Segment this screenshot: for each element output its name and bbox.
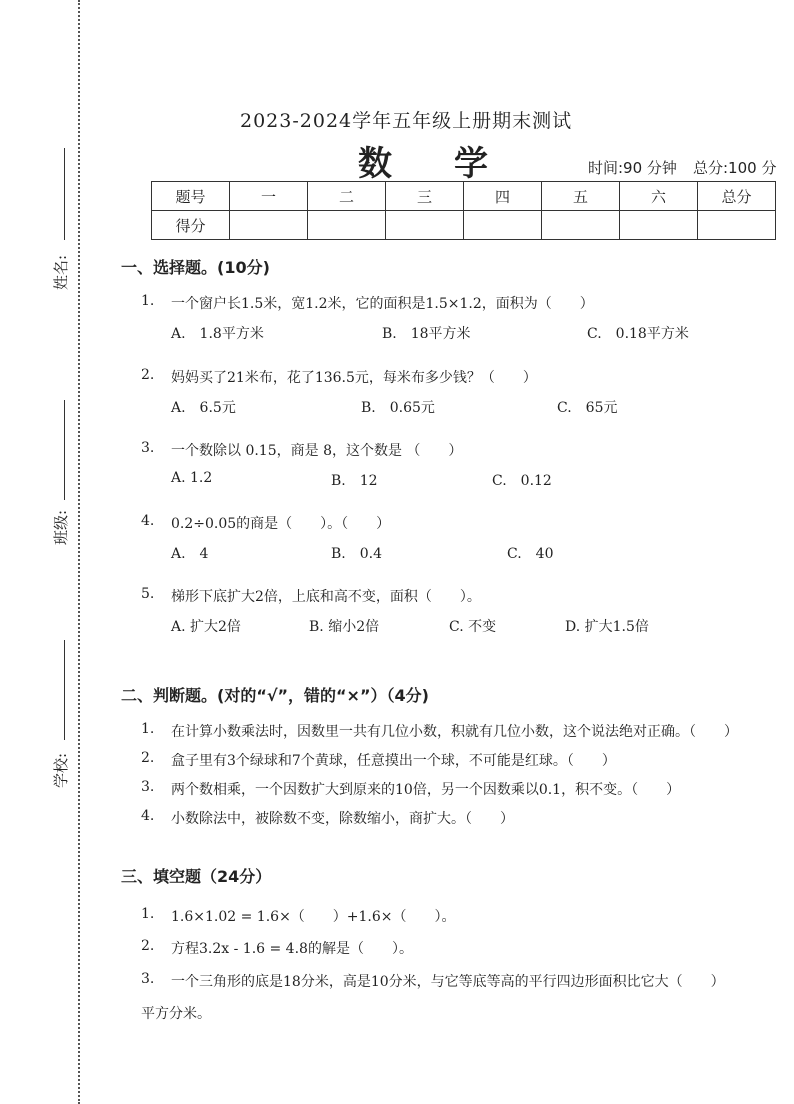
score-entry[interactable]	[464, 211, 542, 240]
question-number: 3.	[141, 440, 155, 456]
question-continuation: 平方分米。	[141, 1006, 211, 1022]
question-number: 5.	[141, 586, 155, 602]
score-cell: 六	[620, 182, 698, 211]
option-a: A. 6.5元	[171, 400, 236, 416]
option-c: C. 40	[507, 546, 554, 562]
option-c: C. 65元	[557, 400, 618, 416]
class-line	[64, 400, 65, 500]
score-cell: 二	[308, 182, 386, 211]
exam-title: 2023-2024学年五年级上册期末测试	[240, 110, 573, 132]
score-entry[interactable]	[698, 211, 776, 240]
question-number: 2.	[141, 938, 155, 954]
score-entry[interactable]	[308, 211, 386, 240]
section-2-title: 二、判断题。(对的“√”，错的“×”）（4分)	[121, 686, 429, 705]
question-number: 3.	[141, 971, 155, 987]
school-label: 学校:	[52, 752, 70, 788]
section-3-title: 三、填空题（24分）	[121, 867, 272, 886]
option-c: C. 不变	[449, 619, 497, 635]
question-text: 一个窗户长1.5米，宽1.2米，它的面积是1.5×1.2，面积为（ ）	[171, 296, 594, 312]
score-cell: 四	[464, 182, 542, 211]
question-text: 1.6×1.02 = 1.6×（ ）+1.6×（ ）。	[171, 909, 456, 925]
question-text: 一个三角形的底是18分米，高是10分米，与它等底等高的平行四边形面积比它大（ ）	[171, 974, 725, 990]
question-number: 2.	[141, 367, 155, 383]
question-text: 0.2÷0.05的商是（ ）。（ ）	[171, 516, 391, 532]
score-table-header-row	[152, 182, 776, 211]
school-line	[64, 640, 65, 740]
name-label: 姓名:	[52, 254, 70, 290]
question-text: 小数除法中，被除数不变，除数缩小，商扩大。（ ）	[171, 811, 514, 827]
binding-dotted-line	[78, 0, 80, 1104]
question-text: 在计算小数乘法时，因数里一共有几位小数，积就有几位小数，这个说法绝对正确。（ ）	[171, 724, 738, 740]
score-table	[151, 181, 776, 240]
exam-time: 时间:90 分钟	[588, 159, 677, 177]
option-a: A. 1.8平方米	[171, 326, 264, 342]
question-number: 4.	[141, 513, 155, 529]
score-cell: 五	[542, 182, 620, 211]
option-a: A. 4	[171, 546, 209, 562]
subject-title: 数学	[358, 144, 550, 184]
score-cell: 总分	[698, 182, 776, 211]
question-text: 方程3.2x - 1.6 = 4.8的解是（ ）。	[171, 941, 413, 957]
score-cell: 三	[386, 182, 464, 211]
question-text: 两个数相乘，一个因数扩大到原来的10倍，另一个因数乘以0.1，积不变。（ ）	[171, 782, 681, 798]
question-text: 妈妈买了21米布，花了136.5元，每米布多少钱？（ ）	[171, 370, 537, 386]
section-1-title: 一、选择题。(10分)	[121, 258, 270, 277]
question-number: 1.	[141, 721, 155, 737]
question-text: 盒子里有3个绿球和7个黄球，任意摸出一个球，不可能是红球。（ ）	[171, 753, 616, 769]
question-text: 一个数除以 0.15，商是 8，这个数是 （ ）	[171, 443, 463, 459]
question-number: 2.	[141, 750, 155, 766]
option-a: A. 扩大2倍	[171, 619, 241, 635]
option-b: B. 缩小2倍	[309, 619, 380, 635]
option-d: D. 扩大1.5倍	[565, 619, 649, 635]
score-cell: 一	[230, 182, 308, 211]
question-number: 1.	[141, 293, 155, 309]
score-cell: 题号	[152, 182, 230, 211]
score-label: 得分	[152, 211, 230, 240]
score-entry[interactable]	[386, 211, 464, 240]
exam-total-score: 总分:100 分	[693, 159, 777, 177]
option-b: B. 12	[331, 473, 378, 489]
option-a: A. 1.2	[171, 470, 213, 486]
question-number: 3.	[141, 779, 155, 795]
option-b: B. 18平方米	[382, 326, 471, 342]
score-entry[interactable]	[542, 211, 620, 240]
name-line	[64, 148, 65, 240]
class-label: 班级:	[52, 509, 70, 545]
option-c: C. 0.12	[492, 473, 552, 489]
score-table-score-row	[152, 211, 776, 240]
question-number: 1.	[141, 906, 155, 922]
option-b: B. 0.4	[331, 546, 383, 562]
score-entry[interactable]	[620, 211, 698, 240]
option-c: C. 0.18平方米	[587, 326, 689, 342]
option-b: B. 0.65元	[361, 400, 435, 416]
question-text: 梯形下底扩大2倍，上底和高不变，面积（ ）。	[171, 589, 481, 605]
question-number: 4.	[141, 808, 155, 824]
score-entry[interactable]	[230, 211, 308, 240]
